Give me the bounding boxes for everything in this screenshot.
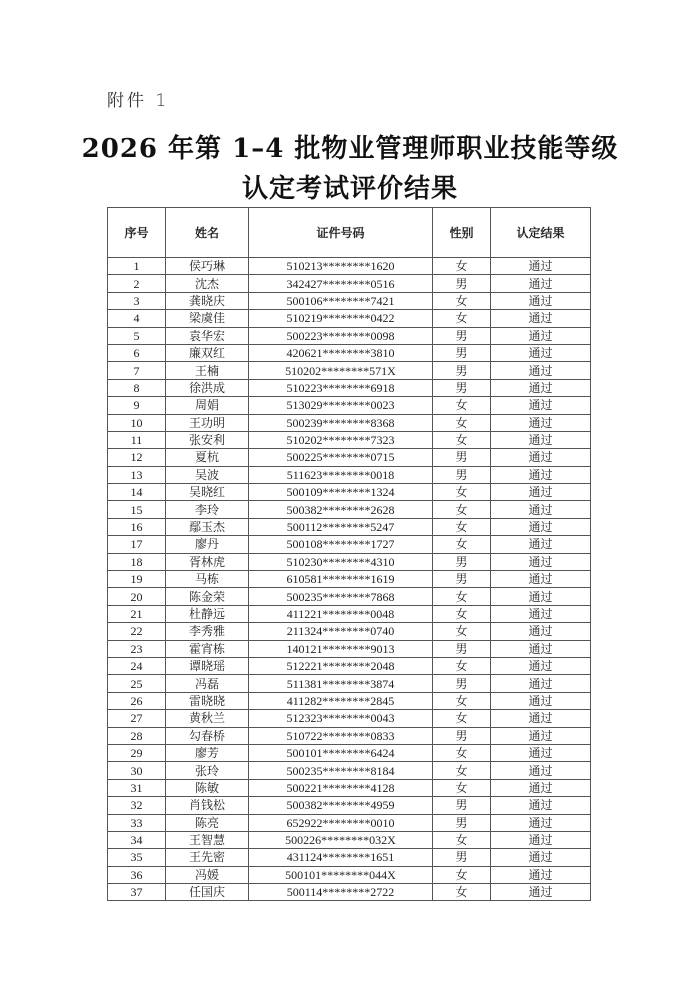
cell-index: 7	[108, 362, 166, 379]
cell-name: 任国庆	[166, 884, 249, 901]
cell-name: 徐洪成	[166, 379, 249, 396]
table-row	[108, 501, 591, 518]
cell-id-number: 500106********7421	[249, 292, 433, 309]
cell-result: 通过	[491, 362, 591, 379]
cell-result: 通过	[491, 657, 591, 674]
cell-index: 13	[108, 466, 166, 483]
cell-gender: 男	[433, 797, 491, 814]
cell-result: 通过	[491, 779, 591, 796]
cell-name: 黄秋兰	[166, 710, 249, 727]
cell-result: 通过	[491, 501, 591, 518]
cell-result: 通过	[491, 675, 591, 692]
cell-name: 王楠	[166, 362, 249, 379]
cell-gender: 女	[433, 866, 491, 883]
cell-name: 夏杭	[166, 449, 249, 466]
cell-name: 吴波	[166, 466, 249, 483]
cell-id-number: 500101********6424	[249, 744, 433, 761]
cell-index: 35	[108, 849, 166, 866]
header-gender: 性别	[433, 208, 491, 258]
cell-index: 32	[108, 797, 166, 814]
cell-id-number: 211324********0740	[249, 623, 433, 640]
cell-result: 通过	[491, 710, 591, 727]
cell-name: 龚晓庆	[166, 292, 249, 309]
cell-id-number: 510230********4310	[249, 553, 433, 570]
cell-id-number: 500235********8184	[249, 762, 433, 779]
cell-id-number: 510219********0422	[249, 310, 433, 327]
header-name: 姓名	[166, 208, 249, 258]
table-row	[108, 779, 591, 796]
cell-name: 李秀雅	[166, 623, 249, 640]
cell-id-number: 431124********1651	[249, 849, 433, 866]
table-row	[108, 553, 591, 570]
cell-gender: 女	[433, 588, 491, 605]
cell-result: 通过	[491, 344, 591, 361]
table-row	[108, 414, 591, 431]
cell-result: 通过	[491, 588, 591, 605]
cell-result: 通过	[491, 466, 591, 483]
table-row	[108, 762, 591, 779]
cell-index: 31	[108, 779, 166, 796]
table-row	[108, 814, 591, 831]
cell-name: 冯媛	[166, 866, 249, 883]
table-row	[108, 397, 591, 414]
cell-index: 26	[108, 692, 166, 709]
document-title-line1: 2026 年第 1–4 批物业管理师职业技能等级	[81, 134, 619, 164]
cell-name: 袁华宏	[166, 327, 249, 344]
table-row	[108, 344, 591, 361]
cell-index: 8	[108, 379, 166, 396]
cell-gender: 女	[433, 605, 491, 622]
cell-gender: 女	[433, 484, 491, 501]
cell-index: 15	[108, 501, 166, 518]
cell-name: 肖钱松	[166, 797, 249, 814]
cell-result: 通过	[491, 484, 591, 501]
table-row	[108, 518, 591, 535]
cell-name: 吴晓红	[166, 484, 249, 501]
cell-id-number: 411282********2845	[249, 692, 433, 709]
table-row	[108, 849, 591, 866]
cell-result: 通过	[491, 327, 591, 344]
cell-gender: 女	[433, 692, 491, 709]
cell-index: 1	[108, 258, 166, 275]
cell-result: 通过	[491, 797, 591, 814]
header-result: 认定结果	[491, 208, 591, 258]
cell-gender: 女	[433, 310, 491, 327]
cell-name: 王功明	[166, 414, 249, 431]
cell-result: 通过	[491, 292, 591, 309]
table-row	[108, 292, 591, 309]
cell-name: 张玲	[166, 762, 249, 779]
cell-index: 2	[108, 275, 166, 292]
cell-name: 沈杰	[166, 275, 249, 292]
cell-index: 24	[108, 657, 166, 674]
cell-name: 陈亮	[166, 814, 249, 831]
cell-result: 通过	[491, 449, 591, 466]
cell-gender: 男	[433, 553, 491, 570]
cell-result: 通过	[491, 536, 591, 553]
cell-gender: 女	[433, 623, 491, 640]
cell-id-number: 510213********1620	[249, 258, 433, 275]
cell-id-number: 511623********0018	[249, 466, 433, 483]
cell-result: 通过	[491, 849, 591, 866]
cell-name: 梁虞佳	[166, 310, 249, 327]
cell-id-number: 500112********5247	[249, 518, 433, 535]
cell-gender: 男	[433, 571, 491, 588]
table-row	[108, 623, 591, 640]
cell-id-number: 510223********6918	[249, 379, 433, 396]
cell-index: 23	[108, 640, 166, 657]
table-row	[108, 605, 591, 622]
table-row	[108, 657, 591, 674]
table-row	[108, 797, 591, 814]
cell-gender: 男	[433, 344, 491, 361]
cell-result: 通过	[491, 605, 591, 622]
cell-id-number: 500239********8368	[249, 414, 433, 431]
cell-id-number: 500221********4128	[249, 779, 433, 796]
cell-result: 通过	[491, 310, 591, 327]
cell-gender: 男	[433, 327, 491, 344]
cell-name: 杜静远	[166, 605, 249, 622]
cell-gender: 女	[433, 762, 491, 779]
cell-gender: 女	[433, 258, 491, 275]
cell-name: 周娟	[166, 397, 249, 414]
cell-id-number: 512323********0043	[249, 710, 433, 727]
cell-id-number: 510202********571X	[249, 362, 433, 379]
cell-id-number: 500382********2628	[249, 501, 433, 518]
cell-gender: 女	[433, 779, 491, 796]
cell-name: 廖芳	[166, 744, 249, 761]
cell-index: 9	[108, 397, 166, 414]
cell-index: 37	[108, 884, 166, 901]
cell-name: 陈金荣	[166, 588, 249, 605]
cell-id-number: 500226********032X	[249, 831, 433, 848]
cell-result: 通过	[491, 379, 591, 396]
attachment-label: 附件 1	[107, 91, 170, 111]
cell-result: 通过	[491, 831, 591, 848]
cell-id-number: 500225********0715	[249, 449, 433, 466]
cell-result: 通过	[491, 258, 591, 275]
cell-name: 马栋	[166, 571, 249, 588]
cell-name: 侯巧琳	[166, 258, 249, 275]
cell-id-number: 500101********044X	[249, 866, 433, 883]
table-row	[108, 431, 591, 448]
cell-name: 雷晓晓	[166, 692, 249, 709]
table-row	[108, 484, 591, 501]
cell-index: 30	[108, 762, 166, 779]
cell-gender: 女	[433, 414, 491, 431]
cell-result: 通过	[491, 518, 591, 535]
cell-gender: 男	[433, 275, 491, 292]
table-row	[108, 640, 591, 657]
cell-index: 6	[108, 344, 166, 361]
cell-id-number: 411221********0048	[249, 605, 433, 622]
cell-id-number: 500108********1727	[249, 536, 433, 553]
cell-name: 霍宵栋	[166, 640, 249, 657]
cell-index: 4	[108, 310, 166, 327]
cell-result: 通过	[491, 275, 591, 292]
cell-index: 20	[108, 588, 166, 605]
cell-name: 陈敏	[166, 779, 249, 796]
cell-index: 14	[108, 484, 166, 501]
cell-id-number: 500382********4959	[249, 797, 433, 814]
table-row	[108, 675, 591, 692]
cell-index: 19	[108, 571, 166, 588]
cell-gender: 女	[433, 397, 491, 414]
cell-index: 17	[108, 536, 166, 553]
cell-result: 通过	[491, 553, 591, 570]
cell-result: 通过	[491, 431, 591, 448]
table-row	[108, 884, 591, 901]
cell-index: 27	[108, 710, 166, 727]
cell-name: 王先密	[166, 849, 249, 866]
cell-result: 通过	[491, 866, 591, 883]
cell-result: 通过	[491, 762, 591, 779]
cell-result: 通过	[491, 640, 591, 657]
cell-name: 张安利	[166, 431, 249, 448]
cell-index: 5	[108, 327, 166, 344]
table-row	[108, 744, 591, 761]
cell-gender: 女	[433, 501, 491, 518]
table-row	[108, 710, 591, 727]
cell-gender: 男	[433, 814, 491, 831]
cell-gender: 女	[433, 744, 491, 761]
cell-id-number: 510722********0833	[249, 727, 433, 744]
cell-name: 谭晓瑶	[166, 657, 249, 674]
cell-name: 王智慧	[166, 831, 249, 848]
header-index: 序号	[108, 208, 166, 258]
table-row	[108, 310, 591, 327]
cell-result: 通过	[491, 571, 591, 588]
cell-index: 36	[108, 866, 166, 883]
results-table	[107, 207, 591, 901]
cell-id-number: 610581********1619	[249, 571, 433, 588]
cell-result: 通过	[491, 692, 591, 709]
cell-id-number: 500109********1324	[249, 484, 433, 501]
cell-index: 18	[108, 553, 166, 570]
cell-gender: 男	[433, 379, 491, 396]
cell-gender: 男	[433, 466, 491, 483]
cell-index: 16	[108, 518, 166, 535]
table-row	[108, 588, 591, 605]
cell-index: 11	[108, 431, 166, 448]
cell-id-number: 140121********9013	[249, 640, 433, 657]
cell-name: 冯磊	[166, 675, 249, 692]
cell-name: 廖丹	[166, 536, 249, 553]
table-row	[108, 866, 591, 883]
cell-id-number: 512221********2048	[249, 657, 433, 674]
table-row	[108, 258, 591, 275]
cell-result: 通过	[491, 884, 591, 901]
cell-result: 通过	[491, 397, 591, 414]
cell-index: 25	[108, 675, 166, 692]
cell-gender: 女	[433, 292, 491, 309]
cell-gender: 男	[433, 640, 491, 657]
cell-index: 12	[108, 449, 166, 466]
table-row	[108, 379, 591, 396]
cell-index: 34	[108, 831, 166, 848]
table-row	[108, 327, 591, 344]
cell-id-number: 652922********0010	[249, 814, 433, 831]
cell-id-number: 511381********3874	[249, 675, 433, 692]
cell-index: 22	[108, 623, 166, 640]
cell-name: 鄢玉杰	[166, 518, 249, 535]
cell-result: 通过	[491, 623, 591, 640]
cell-index: 29	[108, 744, 166, 761]
cell-name: 李玲	[166, 501, 249, 518]
cell-index: 28	[108, 727, 166, 744]
table-row	[108, 571, 591, 588]
cell-name: 胥林虎	[166, 553, 249, 570]
cell-id-number: 510202********7323	[249, 431, 433, 448]
cell-id-number: 500114********2722	[249, 884, 433, 901]
table-row	[108, 692, 591, 709]
cell-name: 廉双红	[166, 344, 249, 361]
cell-result: 通过	[491, 727, 591, 744]
cell-gender: 女	[433, 431, 491, 448]
cell-gender: 女	[433, 884, 491, 901]
cell-gender: 女	[433, 657, 491, 674]
table-row	[108, 362, 591, 379]
cell-gender: 女	[433, 518, 491, 535]
cell-gender: 男	[433, 727, 491, 744]
table-row	[108, 275, 591, 292]
cell-index: 10	[108, 414, 166, 431]
cell-result: 通过	[491, 814, 591, 831]
table-row	[108, 466, 591, 483]
cell-id-number: 500235********7868	[249, 588, 433, 605]
cell-gender: 男	[433, 675, 491, 692]
cell-gender: 男	[433, 449, 491, 466]
cell-gender: 男	[433, 362, 491, 379]
cell-name: 勾春桥	[166, 727, 249, 744]
cell-result: 通过	[491, 414, 591, 431]
cell-gender: 女	[433, 831, 491, 848]
table-row	[108, 536, 591, 553]
cell-gender: 男	[433, 849, 491, 866]
table-row	[108, 831, 591, 848]
cell-index: 3	[108, 292, 166, 309]
table-header-row	[108, 208, 591, 258]
cell-id-number: 420621********3810	[249, 344, 433, 361]
cell-result: 通过	[491, 744, 591, 761]
cell-id-number: 342427********0516	[249, 275, 433, 292]
cell-gender: 女	[433, 536, 491, 553]
document-title-line2: 认定考试评价结果	[241, 174, 458, 204]
table-row	[108, 449, 591, 466]
table-row	[108, 727, 591, 744]
cell-id-number: 500223********0098	[249, 327, 433, 344]
cell-gender: 女	[433, 710, 491, 727]
header-id-number: 证件号码	[249, 208, 433, 258]
cell-index: 21	[108, 605, 166, 622]
cell-id-number: 513029********0023	[249, 397, 433, 414]
cell-index: 33	[108, 814, 166, 831]
table-body	[108, 258, 591, 901]
